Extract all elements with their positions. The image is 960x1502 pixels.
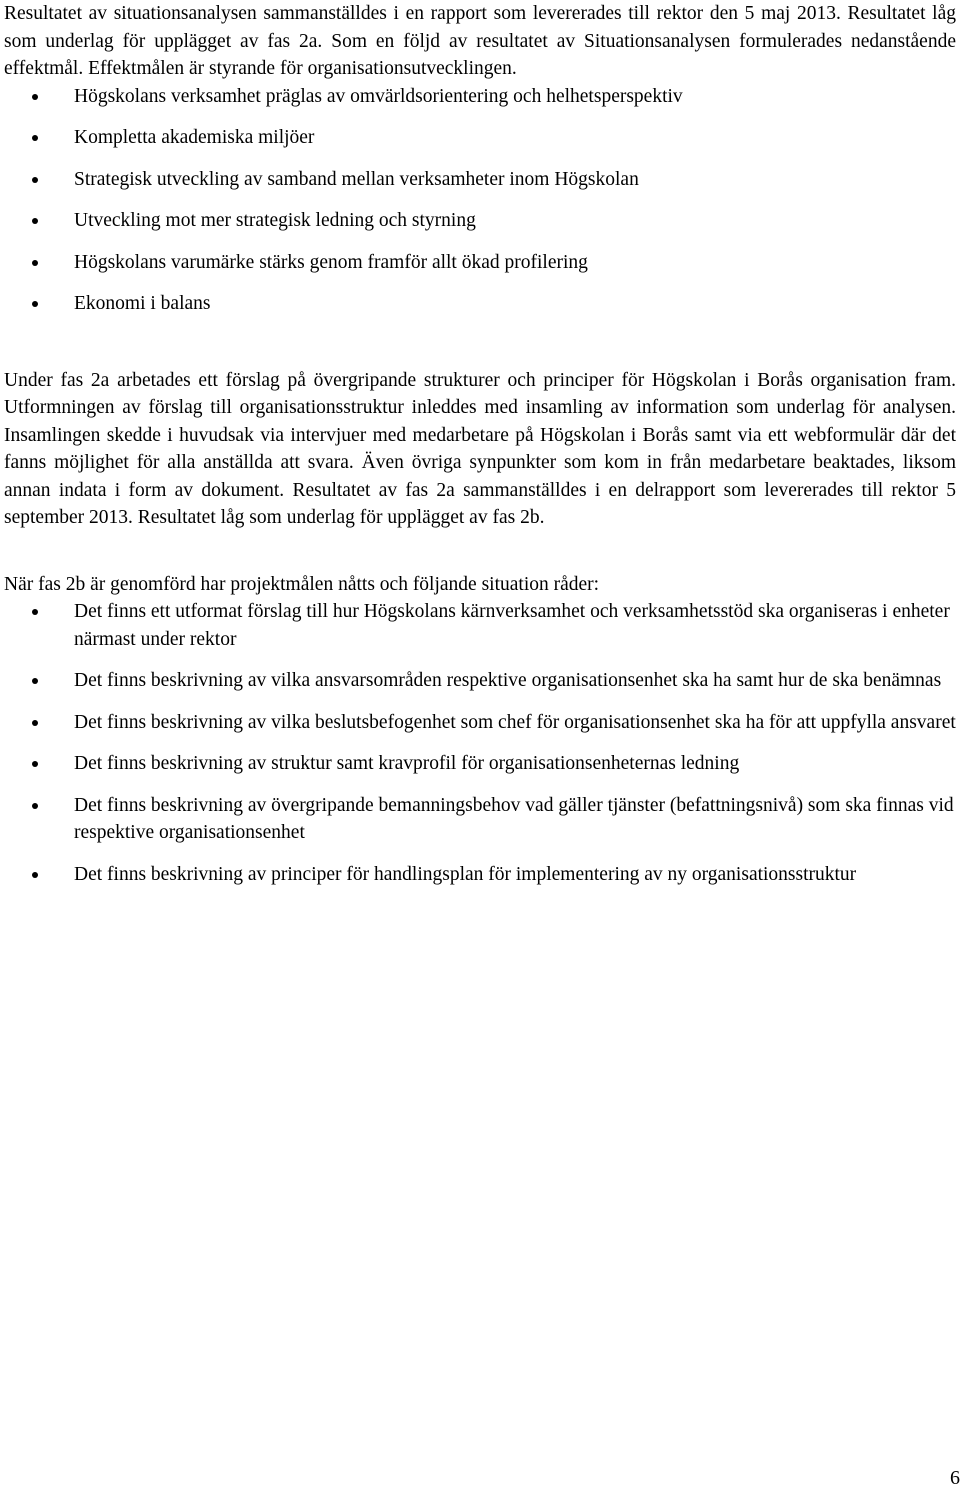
bullet-icon — [32, 218, 38, 224]
bullet-icon — [32, 720, 38, 726]
bullet-icon — [32, 135, 38, 141]
list-item: Det finns ett utformat förslag till hur Högskolans kärnverksamhet och verksamhetsstöd ska organiseras i enheter närmast under rektor — [4, 598, 956, 653]
bullet-icon — [32, 678, 38, 684]
effect-goals-list — [4, 83, 956, 318]
list-item: Det finns beskrivning av vilka ansvarsområden respektive organisationsenhet ska ha samt hur de ska benämnas — [4, 667, 956, 695]
bullet-icon — [32, 872, 38, 878]
list-item: Ekonomi i balans — [4, 290, 956, 318]
bullet-icon — [32, 94, 38, 100]
list-item: Det finns beskrivning av övergripande bemanningsbehov vad gäller tjänster (befattningsnivå) som ska finnas vid respektive organisationsenhet — [4, 792, 956, 847]
bullet-icon — [32, 609, 38, 615]
list-item: Utveckling mot mer strategisk ledning och styrning — [4, 207, 956, 235]
list-item: Strategisk utveckling av samband mellan verksamheter inom Högskolan — [4, 166, 956, 194]
list-item: Högskolans verksamhet präglas av omvärldsorientering och helhetsperspektiv — [4, 83, 956, 111]
bullet-icon — [32, 803, 38, 809]
list-item: Det finns beskrivning av principer för handlingsplan för implementering av ny organisationsstruktur — [4, 861, 956, 889]
intro-paragraph: Resultatet av situationsanalysen sammanställdes i en rapport som levererades till rektor den 5 maj 2013. Resultatet låg som underlag för upplägget av fas 2a. Som en följd av resultatet av Situationsanalysen formulerades nedanstående effektmål. Effektmålen är styrande för organisationsutvecklingen. — [4, 3, 956, 79]
document-page — [4, 0, 956, 902]
bullet-icon — [32, 301, 38, 307]
list-item: Kompletta akademiska miljöer — [4, 124, 956, 152]
bullet-icon — [32, 260, 38, 266]
page-number: 6 — [950, 1467, 960, 1489]
phase2b-intro: När fas 2b är genomförd har projektmålen nåtts och följande situation råder: — [4, 573, 600, 595]
project-goals-list — [4, 598, 956, 888]
bullet-icon — [32, 177, 38, 183]
list-item: Det finns beskrivning av struktur samt kravprofil för organisationsenheternas ledning — [4, 750, 956, 778]
list-item: Högskolans varumärke stärks genom framför allt ökad profilering — [4, 249, 956, 277]
list-item: Det finns beskrivning av vilka beslutsbefogenhet som chef för organisationsenhet ska ha för att uppfylla ansvaret — [4, 709, 956, 737]
phase2a-paragraph: Under fas 2a arbetades ett förslag på övergripande strukturer och principer för Högskolan i Borås organisation fram. Utformningen av förslag till organisationsstruktur inleddes med insamling av information som underlag för analysen. Insamlingen skedde i huvudsak via intervjuer med medarbetare på Högskolan i Borås samt via ett webformulär där det fanns möjlighet för alla anställda att svara. Även övriga synpunkter som kom in från medarbetare beaktades, liksom annan indata i form av dokument. Resultatet av fas 2a sammanställdes i en delrapport som levererades till rektor 5 september 2013. Resultatet låg som underlag för upplägget av fas 2b. — [4, 369, 956, 528]
bullet-icon — [32, 761, 38, 767]
